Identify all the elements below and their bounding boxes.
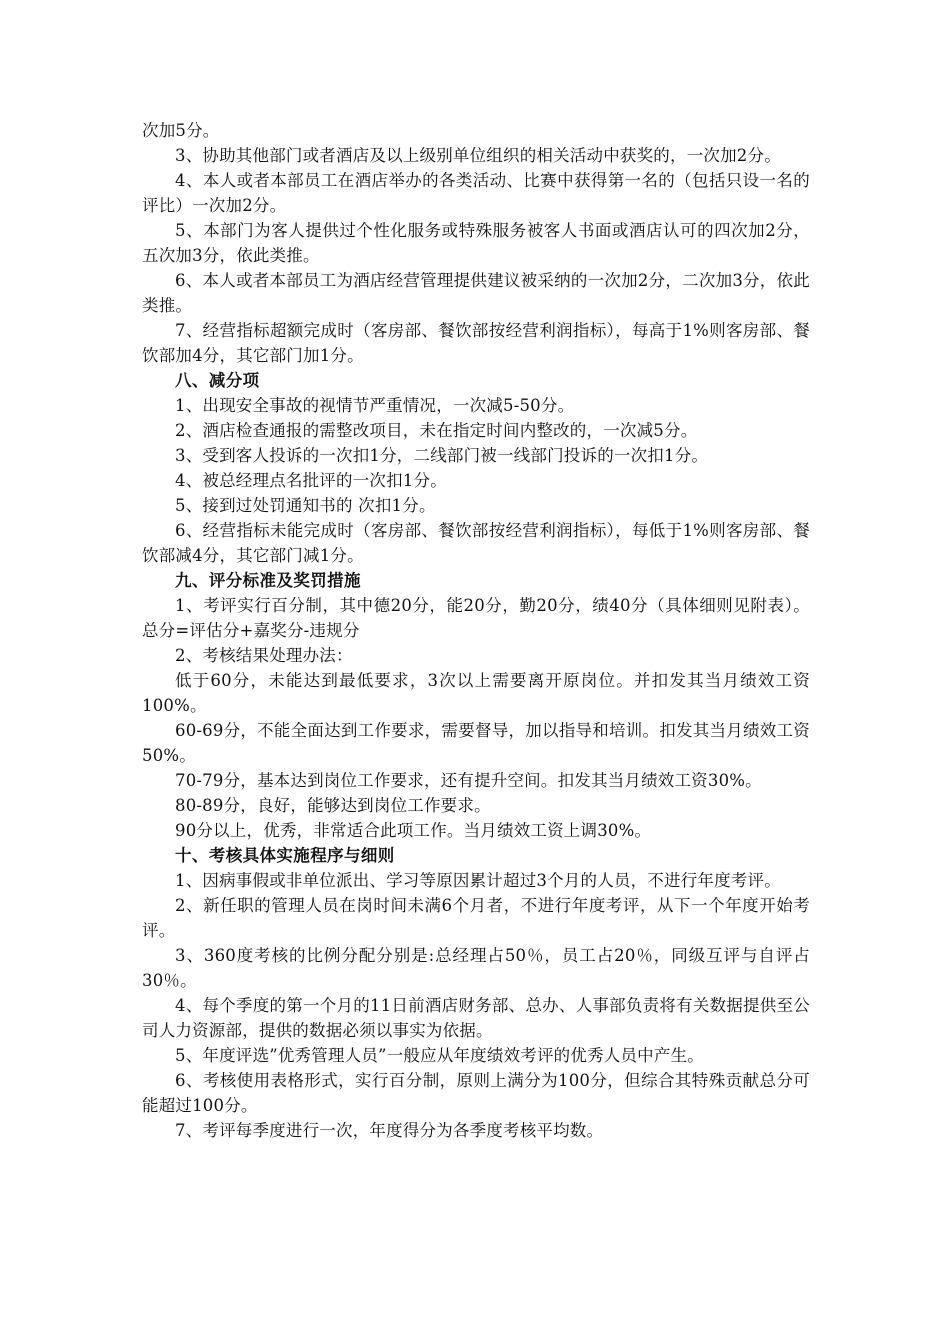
bonus-item-7: 7、经营指标超额完成时（客房部、餐饮部按经营利润指标），每高于1%则客房部、餐饮部加4分，其它部门加1分。 <box>142 321 810 365</box>
result-80-89: 80-89分，良好，能够达到岗位工作要求。 <box>175 796 491 815</box>
section-heading-8: 八、减分项 <box>175 371 260 390</box>
result-60-69: 60-69分，不能全面达到工作要求，需要督导，加以指导和培训。扣发其当月绩效工资50%。 <box>142 721 810 765</box>
bonus-item-6: 6、本人或者本部员工为酒店经营管理提供建议被采纳的一次加2分，二次加3分，依此类推。 <box>142 271 810 315</box>
scoring-item-2: 2、考核结果处理办法： <box>175 646 353 665</box>
section-heading-10: 十、考核具体实施程序与细则 <box>175 846 395 865</box>
procedure-item-3: 3、360度考核的比例分配分别是:总经理占50％，员工占20％，同级互评与自评占30％。 <box>142 946 810 990</box>
deduction-item-4: 4、被总经理点名批评的一次扣1分。 <box>175 471 447 490</box>
bonus-item-3: 3、协助其他部门或者酒店及以上级别单位组织的相关活动中获奖的，一次加2分。 <box>175 146 781 165</box>
procedure-item-2: 2、新任职的管理人员在岗时间未满6个月者，不进行年度考评，从下一个年度开始考评。 <box>142 896 810 940</box>
procedure-item-7: 7、考评每季度进行一次，年度得分为各季度考核平均数。 <box>175 1121 604 1140</box>
procedure-item-6: 6、考核使用表格形式，实行百分制，原则上满分为100分，但综合其特殊贡献总分可能超过100分。 <box>142 1071 810 1115</box>
result-70-79: 70-79分，基本达到岗位工作要求，还有提升空间。扣发其当月绩效工资30%。 <box>175 771 762 790</box>
procedure-item-5: 5、年度评选”优秀管理人员”一般应从年度绩效考评的优秀人员中产生。 <box>175 1046 704 1065</box>
bonus-item-5: 5、本部门为客人提供过个性化服务或特殊服务被客人书面或酒店认可的四次加2分，五次加3分，依此类推。 <box>142 221 810 265</box>
procedure-item-4: 4、每个季度的第一个月的11日前酒店财务部、总办、人事部负责将有关数据提供至公司人力资源部，提供的数据必须以事实为依据。 <box>142 996 810 1040</box>
result-90-plus: 90分以上，优秀，非常适合此项工作。当月绩效工资上调30%。 <box>175 821 652 840</box>
section-heading-9: 九、评分标准及奖罚措施 <box>175 571 361 590</box>
paragraph-continued: 次加5分。 <box>142 121 220 140</box>
deduction-item-1: 1、出现安全事故的视情节严重情况，一次减5-50分。 <box>175 396 575 415</box>
result-below-60: 低于60分，未能达到最低要求，3次以上需要离开原岗位。并扣发其当月绩效工资100%。 <box>142 671 810 715</box>
scoring-item-1: 1、考评实行百分制，其中德20分，能20分，勤20分，绩40分（具体细则见附表）。总分=评估分+嘉奖分-违规分 <box>142 596 810 640</box>
procedure-item-1: 1、因病事假或非单位派出、学习等原因累计超过3个月的人员，不进行年度考评。 <box>175 871 781 890</box>
deduction-item-2: 2、酒店检查通报的需整改项目，未在指定时间内整改的，一次减5分。 <box>175 421 698 440</box>
deduction-item-3: 3、受到客人投诉的一次扣1分，二线部门被一线部门投诉的一次扣1分。 <box>175 446 709 465</box>
deduction-item-5: 5、接到过处罚通知书的 次扣1分。 <box>175 496 436 515</box>
deduction-item-6: 6、经营指标未能完成时（客房部、餐饮部按经营利润指标），每低于1%则客房部、餐饮部减4分，其它部门减1分。 <box>142 521 810 565</box>
bonus-item-4: 4、本人或者本部员工在酒店举办的各类活动、比赛中获得第一名的（包括只设一名的评比）一次加2分。 <box>142 171 810 215</box>
